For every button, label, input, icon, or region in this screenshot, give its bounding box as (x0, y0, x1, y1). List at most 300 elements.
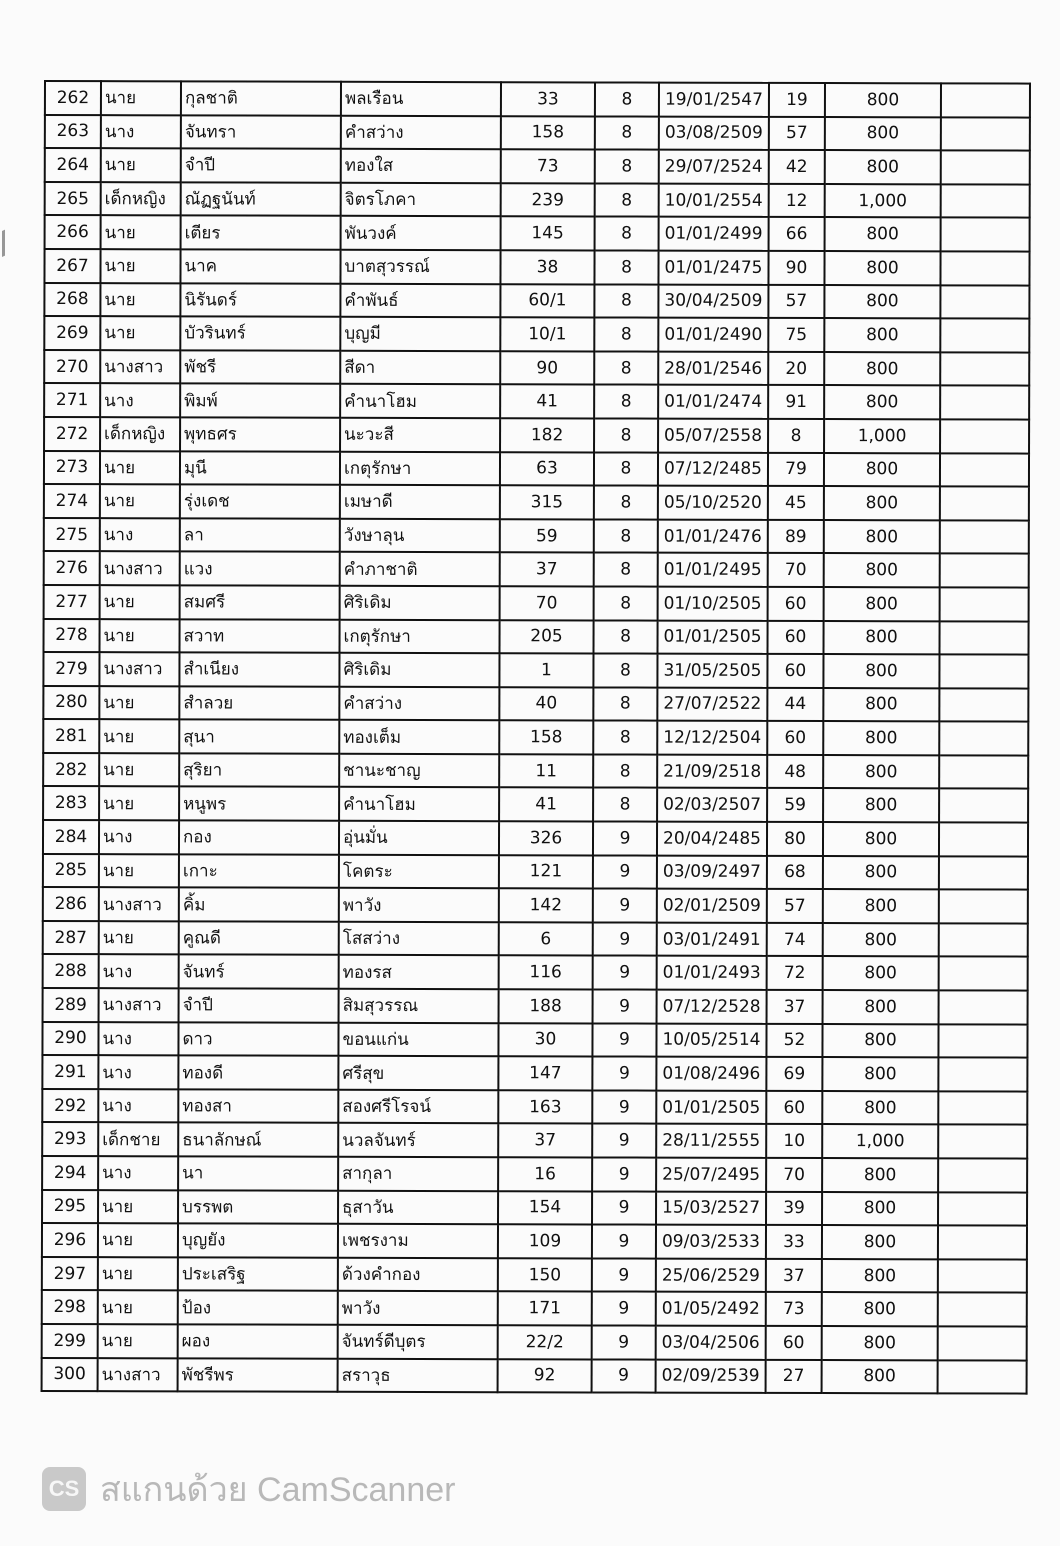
village-number-cell: 8 (593, 654, 657, 688)
table-row (43, 686, 1028, 722)
name-title-cell: เด็กหญิง (101, 182, 181, 216)
last-name-cell: คำสว่าง (341, 115, 501, 149)
birth-date-cell: 28/01/2546 (658, 351, 768, 385)
age-cell: 57 (769, 116, 825, 150)
village-number-cell: 9 (592, 1090, 656, 1124)
signature-cell (938, 1024, 1027, 1058)
table-row (44, 551, 1029, 587)
name-title-cell: นาย (100, 249, 180, 283)
age-cell: 8 (768, 419, 824, 453)
age-cell: 79 (768, 452, 824, 486)
last-name-cell: ทองรส (339, 955, 499, 989)
row-number-cell: 278 (44, 619, 100, 653)
name-title-cell: นาย (100, 619, 180, 653)
village-number-cell: 9 (592, 1325, 656, 1359)
age-cell: 42 (769, 150, 825, 184)
name-title-cell: นาย (99, 719, 179, 753)
signature-cell (938, 1226, 1027, 1260)
name-title-cell: นาย (101, 216, 181, 250)
house-number-cell: 10/1 (500, 317, 594, 351)
allowance-amount-cell: 800 (822, 1259, 938, 1293)
table-row (44, 283, 1029, 319)
table-row (43, 719, 1028, 755)
last-name-cell: พันวงค์ (341, 216, 501, 250)
last-name-cell: เพชรงาม (338, 1224, 498, 1258)
row-number-cell: 275 (44, 518, 100, 552)
house-number-cell: 60/1 (500, 284, 594, 318)
name-title-cell: นางสาว (99, 652, 179, 686)
signature-cell (939, 654, 1028, 688)
table-row (44, 417, 1029, 453)
signature-cell (939, 957, 1028, 991)
allowance-amount-cell: 800 (822, 1057, 938, 1091)
table-row (42, 1156, 1027, 1192)
first-name-cell: บรรพต (178, 1190, 338, 1224)
last-name-cell: พลเรือน (341, 82, 501, 116)
last-name-cell: สองศรีโรจน์ (338, 1090, 498, 1124)
last-name-cell: พาวัง (339, 888, 499, 922)
first-name-cell: ทองดี (178, 1056, 338, 1090)
table-row (42, 1358, 1027, 1394)
house-number-cell: 70 (500, 586, 594, 620)
allowance-amount-cell: 1,000 (825, 184, 941, 218)
house-number-cell: 109 (498, 1224, 592, 1258)
table-row (44, 451, 1029, 487)
table-row (44, 383, 1029, 419)
last-name-cell: คำนาโฮม (339, 787, 499, 821)
allowance-amount-cell: 800 (824, 520, 940, 554)
birth-date-cell: 10/01/2554 (659, 183, 769, 217)
last-name-cell: พาวัง (338, 1291, 498, 1325)
first-name-cell: เตียร (181, 216, 341, 250)
village-number-cell: 9 (592, 1225, 656, 1259)
row-number-cell: 285 (43, 854, 99, 888)
first-name-cell: พุทธศร (180, 417, 340, 451)
age-cell: 73 (766, 1292, 822, 1326)
age-cell: 20 (768, 352, 824, 386)
allowance-amount-cell: 800 (823, 889, 939, 923)
first-name-cell: จันทร์ (179, 955, 339, 989)
name-title-cell: นาง (101, 115, 181, 149)
village-number-cell: 8 (593, 721, 657, 755)
age-cell: 91 (768, 385, 824, 419)
table-row (44, 484, 1029, 520)
house-number-cell: 315 (500, 485, 594, 519)
row-number-cell: 270 (44, 350, 100, 384)
last-name-cell: สีดา (340, 351, 500, 385)
signature-cell (938, 1360, 1027, 1394)
age-cell: 60 (767, 654, 823, 688)
first-name-cell: ณัฏฐนันท์ (181, 182, 341, 216)
age-cell: 10 (766, 1124, 822, 1158)
signature-cell (941, 151, 1030, 185)
village-number-cell: 8 (594, 418, 658, 452)
birth-date-cell: 31/05/2505 (657, 654, 767, 688)
table-row (45, 215, 1030, 251)
allowance-amount-cell: 800 (822, 1360, 938, 1394)
first-name-cell: ธนาลักษณ์ (178, 1123, 338, 1157)
house-number-cell: 150 (498, 1258, 592, 1292)
name-title-cell: นาง (98, 1089, 178, 1123)
birth-date-cell: 12/12/2504 (657, 721, 767, 755)
name-title-cell: นาย (98, 1223, 178, 1257)
first-name-cell: มุนี (180, 451, 340, 485)
name-title-cell: นาย (100, 585, 180, 619)
birth-date-cell: 09/03/2533 (656, 1225, 766, 1259)
name-title-cell: นาง (99, 820, 179, 854)
allowance-amount-cell: 800 (823, 822, 939, 856)
village-number-cell: 8 (594, 351, 658, 385)
last-name-cell: ศรีสุข (338, 1056, 498, 1090)
signature-cell (941, 117, 1030, 151)
name-title-cell: เด็กชาย (98, 1123, 178, 1157)
house-number-cell: 326 (499, 821, 593, 855)
age-cell: 80 (767, 822, 823, 856)
row-number-cell: 276 (44, 551, 100, 585)
birth-date-cell: 01/05/2492 (656, 1292, 766, 1326)
first-name-cell: นา (178, 1156, 338, 1190)
allowance-amount-cell: 800 (824, 352, 940, 386)
birth-date-cell: 01/08/2496 (656, 1057, 766, 1091)
signature-cell (940, 251, 1029, 285)
first-name-cell: จำปี (179, 988, 339, 1022)
signature-cell (938, 1125, 1027, 1159)
first-name-cell: พัชรีพร (178, 1358, 338, 1392)
age-cell: 68 (767, 856, 823, 890)
row-number-cell: 269 (44, 316, 100, 350)
signature-cell (939, 923, 1028, 957)
age-cell: 72 (767, 956, 823, 990)
last-name-cell: ทองเต็ม (339, 720, 499, 754)
first-name-cell: ป้อง (178, 1291, 338, 1325)
row-number-cell: 294 (42, 1156, 98, 1190)
last-name-cell: คำนาโฮม (340, 384, 500, 418)
table-row (42, 1190, 1027, 1226)
name-title-cell: นาย (100, 451, 180, 485)
table-row (42, 1055, 1027, 1091)
table-row (45, 81, 1030, 117)
row-number-cell: 267 (44, 249, 100, 283)
signature-cell (940, 285, 1029, 319)
house-number-cell: 182 (500, 418, 594, 452)
last-name-cell: สราวุธ (338, 1358, 498, 1392)
village-number-cell: 9 (592, 1359, 656, 1393)
house-number-cell: 1 (499, 653, 593, 687)
last-name-cell: สากุลา (338, 1157, 498, 1191)
last-name-cell: นวลจันทร์ (338, 1123, 498, 1157)
signature-cell (939, 688, 1028, 722)
first-name-cell: กอง (179, 820, 339, 854)
allowance-amount-cell: 800 (823, 688, 939, 722)
name-title-cell: นาย (98, 1291, 178, 1325)
row-number-cell: 279 (43, 652, 99, 686)
row-number-cell: 298 (42, 1290, 98, 1324)
house-number-cell: 41 (500, 385, 594, 419)
row-number-cell: 283 (43, 786, 99, 820)
age-cell: 60 (767, 620, 823, 654)
row-number-cell: 289 (43, 988, 99, 1022)
name-title-cell: นาย (99, 753, 179, 787)
age-cell: 69 (766, 1057, 822, 1091)
age-cell: 12 (769, 184, 825, 218)
signature-cell (938, 1158, 1027, 1192)
last-name-cell: โสสว่าง (339, 922, 499, 956)
age-cell: 75 (768, 318, 824, 352)
allowance-amount-cell: 800 (824, 486, 940, 520)
table-row (42, 1223, 1027, 1259)
name-title-cell: นาย (99, 787, 179, 821)
table-row (44, 619, 1029, 655)
last-name-cell: คำพันธ์ (340, 283, 500, 317)
table-row (45, 148, 1030, 184)
allowance-amount-cell: 800 (823, 956, 939, 990)
allowance-amount-cell: 800 (823, 990, 939, 1024)
birth-date-cell: 03/01/2491 (657, 922, 767, 956)
row-number-cell: 288 (43, 954, 99, 988)
page-edge-mark (2, 225, 15, 257)
house-number-cell: 92 (498, 1359, 592, 1393)
table-row (42, 1290, 1027, 1326)
row-number-cell: 297 (42, 1257, 98, 1291)
house-number-cell: 16 (498, 1157, 592, 1191)
age-cell: 19 (769, 83, 825, 117)
birth-date-cell: 25/07/2495 (656, 1158, 766, 1192)
house-number-cell: 158 (499, 720, 593, 754)
table-row (42, 1089, 1027, 1125)
house-number-cell: 121 (499, 855, 593, 889)
name-title-cell: นางสาว (100, 551, 180, 585)
birth-date-cell: 03/04/2506 (656, 1326, 766, 1360)
signature-cell (938, 1091, 1027, 1125)
age-cell: 60 (767, 721, 823, 755)
row-number-cell: 268 (44, 283, 100, 317)
row-number-cell: 280 (43, 686, 99, 720)
village-number-cell: 8 (594, 318, 658, 352)
birth-date-cell: 03/09/2497 (657, 855, 767, 889)
last-name-cell: บาตสุวรรณ์ (340, 250, 500, 284)
village-number-cell: 9 (592, 1157, 656, 1191)
row-number-cell: 291 (42, 1055, 98, 1089)
first-name-cell: พัชรี (180, 350, 340, 384)
house-number-cell: 154 (498, 1191, 592, 1225)
allowance-amount-cell: 800 (822, 1225, 938, 1259)
last-name-cell: สิมสุวรรณ (339, 989, 499, 1023)
age-cell: 39 (766, 1191, 822, 1225)
row-number-cell: 273 (44, 451, 100, 485)
village-number-cell: 9 (592, 1023, 656, 1057)
age-cell: 57 (768, 284, 824, 318)
birth-date-cell: 01/01/2505 (658, 620, 768, 654)
row-number-cell: 286 (43, 887, 99, 921)
row-number-cell: 281 (43, 719, 99, 753)
village-number-cell: 9 (593, 922, 657, 956)
last-name-cell: เมษาดี (340, 485, 500, 519)
last-name-cell: เกตุรักษา (340, 451, 500, 485)
first-name-cell: คิ้ม (179, 888, 339, 922)
allowance-amount-cell: 800 (823, 789, 939, 823)
allowance-amount-cell: 800 (823, 856, 939, 890)
signature-cell (940, 520, 1029, 554)
village-number-cell: 9 (593, 889, 657, 923)
age-cell: 33 (766, 1225, 822, 1259)
birth-date-cell: 01/01/2474 (658, 385, 768, 419)
camscanner-logo-icon: CS (42, 1467, 86, 1511)
first-name-cell: ประเสริฐ (178, 1257, 338, 1291)
last-name-cell: ทองใส (341, 149, 501, 183)
house-number-cell: 63 (500, 452, 594, 486)
age-cell: 70 (766, 1158, 822, 1192)
last-name-cell: ชานะชาญ (339, 754, 499, 788)
house-number-cell: 59 (500, 519, 594, 553)
signature-cell (938, 1192, 1027, 1226)
name-title-cell: นาย (100, 484, 180, 518)
age-cell: 37 (766, 1259, 822, 1293)
first-name-cell: หนูพร (179, 787, 339, 821)
row-number-cell: 299 (42, 1324, 98, 1358)
last-name-cell: ศิริเดิม (340, 586, 500, 620)
row-number-cell: 292 (42, 1089, 98, 1123)
allowance-amount-cell: 800 (822, 1158, 938, 1192)
first-name-cell: นาค (180, 249, 340, 283)
signature-cell (939, 856, 1028, 890)
age-cell: 90 (768, 251, 824, 285)
last-name-cell: คำภาชาติ (340, 552, 500, 586)
house-number-cell: 37 (498, 1124, 592, 1158)
signature-cell (940, 486, 1029, 520)
last-name-cell: วังษาลุน (340, 518, 500, 552)
birth-date-cell: 21/09/2518 (657, 754, 767, 788)
first-name-cell: บุญยัง (178, 1224, 338, 1258)
allowance-amount-cell: 1,000 (822, 1124, 938, 1158)
camscanner-watermark (42, 1462, 455, 1516)
allowance-amount-cell: 800 (823, 721, 939, 755)
birth-date-cell: 15/03/2527 (656, 1191, 766, 1225)
allowance-amount-cell: 800 (823, 621, 939, 655)
row-number-cell: 290 (42, 1022, 98, 1056)
birth-date-cell: 07/12/2485 (658, 452, 768, 486)
row-number-cell: 265 (45, 182, 101, 216)
age-cell: 59 (767, 788, 823, 822)
house-number-cell: 90 (500, 351, 594, 385)
table-row (42, 1122, 1027, 1158)
table-row (44, 518, 1029, 554)
signature-cell (939, 789, 1028, 823)
last-name-cell: โคตระ (339, 854, 499, 888)
signature-cell (939, 722, 1028, 756)
house-number-cell: 142 (499, 888, 593, 922)
house-number-cell: 158 (501, 116, 595, 150)
signature-cell (939, 755, 1028, 789)
name-title-cell: นาย (98, 1324, 178, 1358)
row-number-cell: 263 (45, 115, 101, 149)
birth-date-cell: 27/07/2522 (657, 687, 767, 721)
table-row (42, 1324, 1027, 1360)
name-title-cell: นาง (100, 383, 180, 417)
row-number-cell: 274 (44, 484, 100, 518)
signature-cell (941, 218, 1030, 252)
name-title-cell: นาย (101, 148, 181, 182)
birth-date-cell: 28/11/2555 (656, 1124, 766, 1158)
allowance-amount-cell: 800 (824, 553, 940, 587)
signature-cell (940, 419, 1029, 453)
table-row (43, 652, 1028, 688)
first-name-cell: ทองสา (178, 1089, 338, 1123)
signature-cell (940, 352, 1029, 386)
age-cell: 66 (769, 217, 825, 251)
roster-body (42, 81, 1030, 1394)
house-number-cell: 38 (500, 250, 594, 284)
age-cell: 52 (766, 1024, 822, 1058)
birth-date-cell: 01/01/2505 (656, 1090, 766, 1124)
row-number-cell: 262 (45, 81, 101, 115)
name-title-cell: นางสาว (98, 1358, 178, 1392)
name-title-cell: นาย (100, 283, 180, 317)
signature-cell (938, 1058, 1027, 1092)
row-number-cell: 295 (42, 1190, 98, 1224)
row-number-cell: 266 (45, 215, 101, 249)
table-row (44, 585, 1029, 621)
birth-date-cell: 01/01/2490 (658, 318, 768, 352)
row-number-cell: 284 (43, 820, 99, 854)
birth-date-cell: 02/03/2507 (657, 788, 767, 822)
birth-date-cell: 01/01/2493 (657, 956, 767, 990)
row-number-cell: 296 (42, 1223, 98, 1257)
first-name-cell: กุลชาติ (181, 81, 341, 115)
village-number-cell: 9 (592, 1292, 656, 1326)
first-name-cell: สมศรี (180, 585, 340, 619)
last-name-cell: ศิริเดิม (339, 653, 499, 687)
house-number-cell: 239 (501, 183, 595, 217)
house-number-cell: 188 (499, 989, 593, 1023)
table-row (43, 887, 1028, 923)
allowance-amount-cell: 800 (824, 453, 940, 487)
village-number-cell: 9 (592, 1191, 656, 1225)
village-number-cell: 9 (593, 822, 657, 856)
table-row (43, 753, 1028, 789)
signature-cell (940, 453, 1029, 487)
house-number-cell: 41 (499, 788, 593, 822)
roster-table (41, 80, 1031, 1395)
village-number-cell: 8 (595, 150, 659, 184)
house-number-cell: 6 (499, 922, 593, 956)
age-cell: 70 (768, 553, 824, 587)
table-row (43, 820, 1028, 856)
row-number-cell: 277 (44, 585, 100, 619)
allowance-amount-cell: 800 (824, 318, 940, 352)
last-name-cell: จันทร์ดีบุตร (338, 1325, 498, 1359)
name-title-cell: นางสาว (99, 887, 179, 921)
age-cell: 48 (767, 755, 823, 789)
allowance-amount-cell: 800 (824, 385, 940, 419)
name-title-cell: นาง (98, 1156, 178, 1190)
table-row (45, 182, 1030, 218)
signature-cell (940, 587, 1029, 621)
allowance-amount-cell: 800 (824, 251, 940, 285)
house-number-cell: 205 (500, 620, 594, 654)
allowance-amount-cell: 800 (822, 1091, 938, 1125)
name-title-cell: นาย (99, 854, 179, 888)
first-name-cell: เกาะ (179, 854, 339, 888)
village-number-cell: 8 (594, 250, 658, 284)
age-cell: 27 (766, 1359, 822, 1393)
village-number-cell: 9 (593, 855, 657, 889)
name-title-cell: นาย (99, 686, 179, 720)
name-title-cell: นางสาว (100, 350, 180, 384)
birth-date-cell: 10/05/2514 (656, 1023, 766, 1057)
house-number-cell: 145 (501, 217, 595, 251)
signature-cell (940, 386, 1029, 420)
allowance-amount-cell: 800 (822, 1192, 938, 1226)
